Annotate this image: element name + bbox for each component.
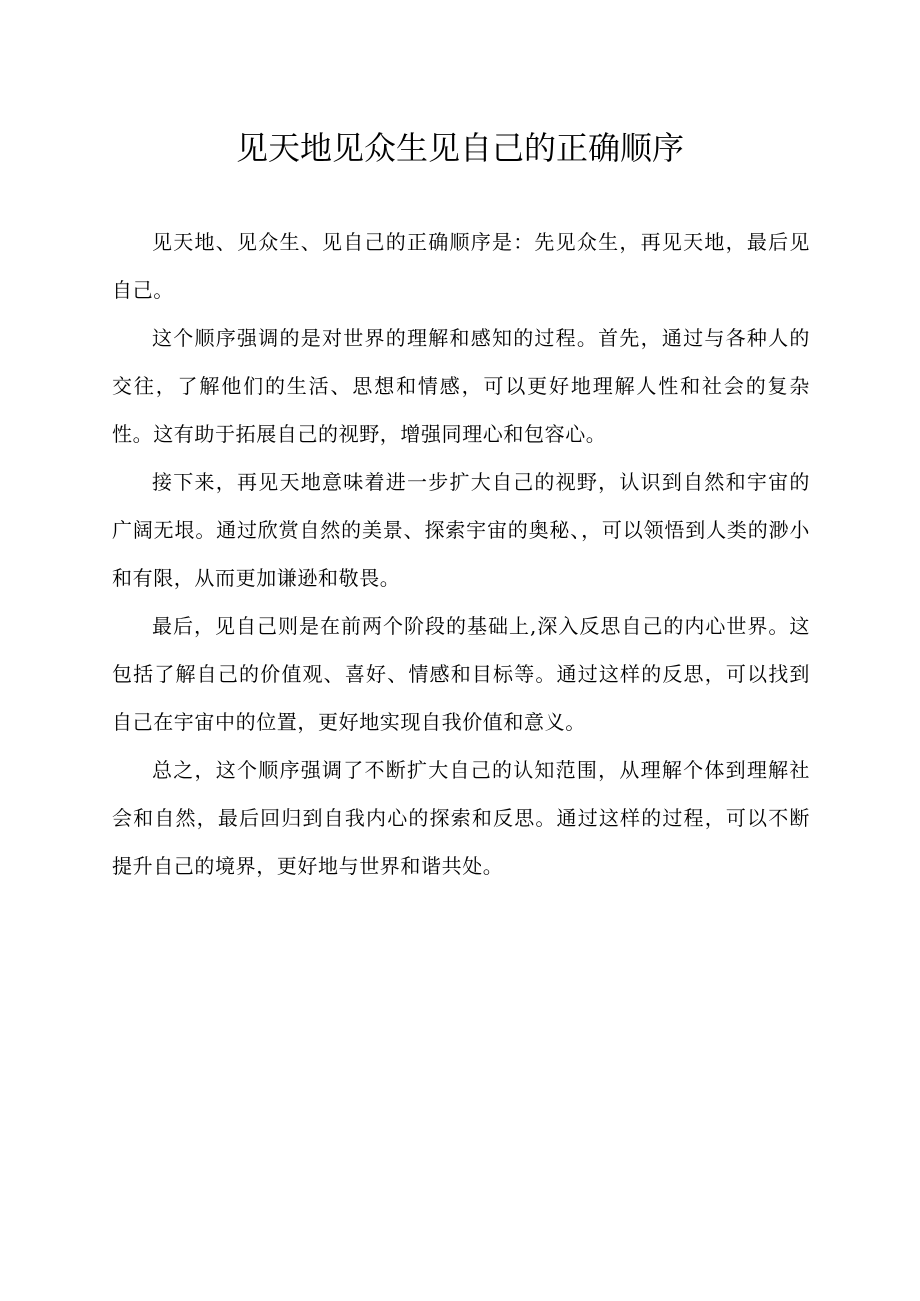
paragraph-5: 总之，这个顺序强调了不断扩大自己的认知范围，从理解个体到理解社会和自然，最后回归到自我内心的探索和反思。通过这样的过程，可以不断提升自己的境界，更好地与世界和谐共处。 [112,758,810,878]
document-body [112,218,810,890]
document-title: 见天地见众生见自己的正确顺序 [235,129,684,167]
paragraph-1: 见天地、见众生、见自己的正确顺序是：先见众生，再见天地，最后见自己。 [112,230,810,302]
paragraph-2: 这个顺序强调的是对世界的理解和感知的过程。首先，通过与各种人的交往，了解他们的生活、思想和情感，可以更好地理解人性和社会的复杂性。这有助于拓展自己的视野，增强同理心和包容心。 [112,326,810,446]
paragraph-3: 接下来，再见天地意味着进一步扩大自己的视野，认识到自然和宇宙的广阔无垠。通过欣赏自然的美景、探索宇宙的奥秘、，可以领悟到人类的渺小和有限，从而更加谦逊和敬畏。 [112,470,810,590]
paragraph-4: 最后，见自己则是在前两个阶段的基础上,深入反思自己的内心世界。这包括了解自己的价值观、喜好、情感和目标等。通过这样的反思，可以找到自己在宇宙中的位置，更好地实现自我价值和意义。 [112,614,810,734]
